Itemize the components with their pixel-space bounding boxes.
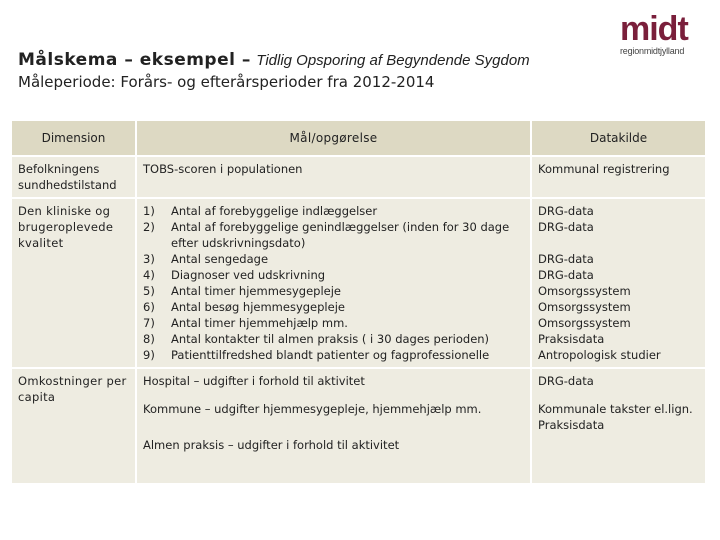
list-item: 1) Antal af forebyggelige indlæggelser bbox=[143, 204, 378, 218]
source-item: DRG-data bbox=[538, 220, 594, 234]
row1-dimension: Befolkningens sundhedstilstand bbox=[12, 156, 136, 198]
row3-sources bbox=[531, 368, 706, 484]
list-item: 3) Antal sengedage bbox=[143, 252, 269, 266]
list-item: 4) Diagnoser ved udskrivning bbox=[143, 268, 326, 282]
header-dimension: Dimension bbox=[12, 121, 136, 156]
list-item: 8) Antal kontakter til almen praksis ( i 30 dages perioden) bbox=[143, 332, 490, 346]
list-item: 5) Antal timer hjemmesygepleje bbox=[143, 284, 341, 298]
title-bold: Målskema – eksempel – bbox=[18, 50, 251, 70]
source-item: Omsorgssystem bbox=[538, 300, 631, 314]
list-item: 6) Antal besøg hjemmesygepleje bbox=[143, 300, 345, 314]
source-item: DRG-data bbox=[538, 252, 594, 266]
header-source: Datakilde bbox=[531, 121, 706, 156]
row1-measure: TOBS-scoren i populationen bbox=[136, 156, 531, 198]
logo-word: midt bbox=[620, 10, 688, 48]
source-item: DRG-data bbox=[538, 374, 594, 388]
slide-title bbox=[18, 50, 530, 70]
measure-item: Hospital – udgifter i forhold til aktivitet bbox=[143, 374, 365, 388]
row3-dimension: Omkostninger per capita bbox=[12, 368, 136, 484]
row3-measures bbox=[136, 368, 531, 484]
source-item: Praksisdata bbox=[538, 418, 605, 432]
period-value: Forårs- og efterårsperioder fra 2012-2014 bbox=[120, 73, 435, 91]
source-item: Antropologisk studier bbox=[538, 348, 661, 362]
row2-sources bbox=[531, 198, 706, 368]
list-item: 7) Antal timer hjemmehjælp mm. bbox=[143, 316, 348, 330]
table-header-row bbox=[12, 121, 706, 156]
period-label: Måleperiode: bbox=[18, 73, 116, 91]
measure-item: Kommune – udgifter hjemmesygepleje, hjemmehjælp mm. bbox=[143, 402, 482, 416]
row1-source: Kommunal registrering bbox=[531, 156, 706, 198]
goal-table bbox=[12, 121, 707, 485]
period-line bbox=[18, 73, 434, 91]
title-italic: Tidlig Opsporing af Begyndende Sygdom bbox=[256, 52, 530, 69]
table-row bbox=[12, 368, 706, 484]
logo-subtext: regionmidtjylland bbox=[620, 46, 685, 56]
measure-item: Almen praksis – udgifter i forhold til aktivitet bbox=[143, 438, 400, 452]
table-row bbox=[12, 156, 706, 198]
row2-dimension: Den kliniske og brugeroplevede kvalitet bbox=[12, 198, 136, 368]
table-row bbox=[12, 198, 706, 368]
source-item: Omsorgssystem bbox=[538, 316, 631, 330]
row2-measures bbox=[136, 198, 531, 368]
header-measure: Mål/opgørelse bbox=[136, 121, 531, 156]
region-logo bbox=[620, 10, 708, 60]
list-item: 9) Patienttilfredshed blandt patienter og fagprofessionelle bbox=[143, 348, 490, 362]
source-item: Praksisdata bbox=[538, 332, 605, 346]
source-item: DRG-data bbox=[538, 204, 594, 218]
source-item: DRG-data bbox=[538, 268, 594, 282]
source-item: Kommunale takster el.lign. bbox=[538, 402, 693, 416]
source-item: Omsorgssystem bbox=[538, 284, 631, 298]
list-item: 2) Antal af forebyggelige genindlæggelser (inden for 30 dage efter udskrivningsdato) bbox=[143, 220, 510, 250]
